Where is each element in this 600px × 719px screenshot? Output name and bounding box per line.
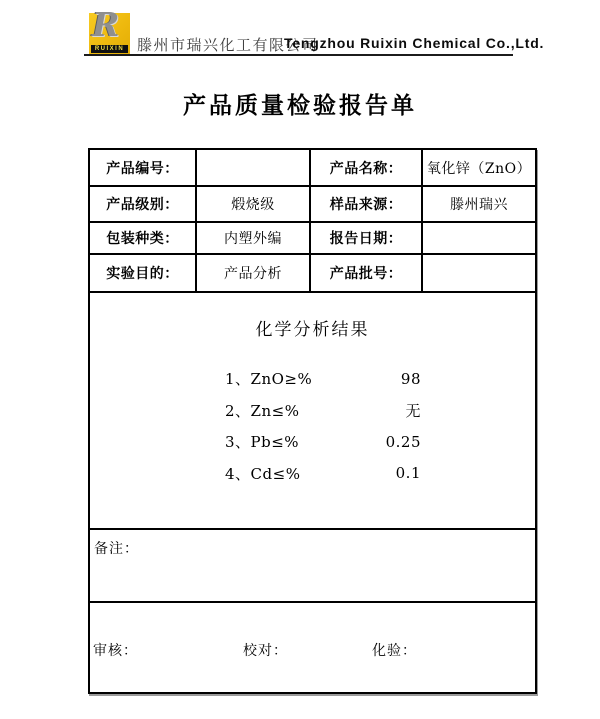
company-name-english: Tengzhou Ruixin Chemical Co.,Ltd. [284,35,545,51]
sample-source-value: 滕州瑞兴 [450,197,508,213]
signatures-section [90,603,535,692]
report-date-label-cell [311,223,423,253]
product-grade-label: 产品级别： [106,196,179,212]
table-row [90,150,535,187]
test-purpose-label: 实验目的： [106,265,179,281]
packaging-type-label: 包装种类： [106,230,179,246]
analysis-results-list [225,363,421,489]
analysis-section-title: 化学分析结果 [255,320,370,340]
logo-brand-text: RUIXIN [91,45,128,53]
report-date-label: 报告日期： [329,230,403,246]
packaging-type-value-cell [197,223,311,253]
sample-source-label: 样品来源： [329,196,403,212]
batch-number-label-cell [311,255,423,291]
reviewer-label: 审核： [93,643,138,659]
cd-result-value: 0.1 [395,464,421,483]
product-grade-label-cell [90,187,197,221]
product-name-label-cell [311,150,423,185]
table-row [90,255,535,293]
test-purpose-label-cell [90,255,197,291]
table-row [90,187,535,223]
report-table [88,148,537,694]
analysis-item-cd [225,458,421,490]
product-grade-value: 煅烧级 [231,197,275,213]
table-row [90,223,535,255]
product-name-value: 氧化锌（ZnO） [426,160,532,177]
sample-source-label-cell [311,187,423,221]
product-grade-value-cell [197,187,311,221]
test-purpose-value: 产品分析 [224,266,282,282]
product-code-label-cell [90,150,197,185]
zno-spec-label: 1、ZnO≥% [225,370,313,389]
packaging-type-label-cell [90,223,197,253]
test-purpose-value-cell [197,255,311,291]
product-name-label: 产品名称： [329,159,403,176]
pb-result-value: 0.25 [385,432,421,451]
zno-result-value: 98 [400,369,421,388]
product-code-label: 产品编号： [106,159,179,176]
analysis-item-zno [225,363,421,395]
page-title: 产品质量检验报告单 [183,92,417,118]
analysis-section [90,293,535,530]
zn-result-value: 无 [405,401,421,420]
batch-number-label: 产品批号： [329,265,403,281]
header-divider [84,54,513,56]
company-logo [89,5,130,55]
cd-spec-label: 4、Cd≤% [225,464,301,483]
tester-label: 化验： [372,643,417,659]
zn-spec-label: 2、Zn≤% [225,401,300,420]
batch-number-value-cell [423,255,535,291]
pb-spec-label: 3、Pb≤% [225,433,300,452]
sample-source-value-cell [423,187,535,221]
product-code-value-cell [197,150,311,185]
packaging-type-value: 内塑外编 [224,231,282,247]
proofreader-label: 校对： [243,643,288,659]
analysis-item-pb [225,426,421,458]
company-name-chinese: 滕州市瑞兴化工有限公司 [137,36,319,54]
report-date-value-cell [423,223,535,253]
remarks-section [90,530,535,603]
product-name-value-cell [423,150,535,185]
analysis-item-zn [225,395,421,427]
logo-r-icon: R [92,5,120,44]
remarks-label: 备注： [94,541,139,557]
